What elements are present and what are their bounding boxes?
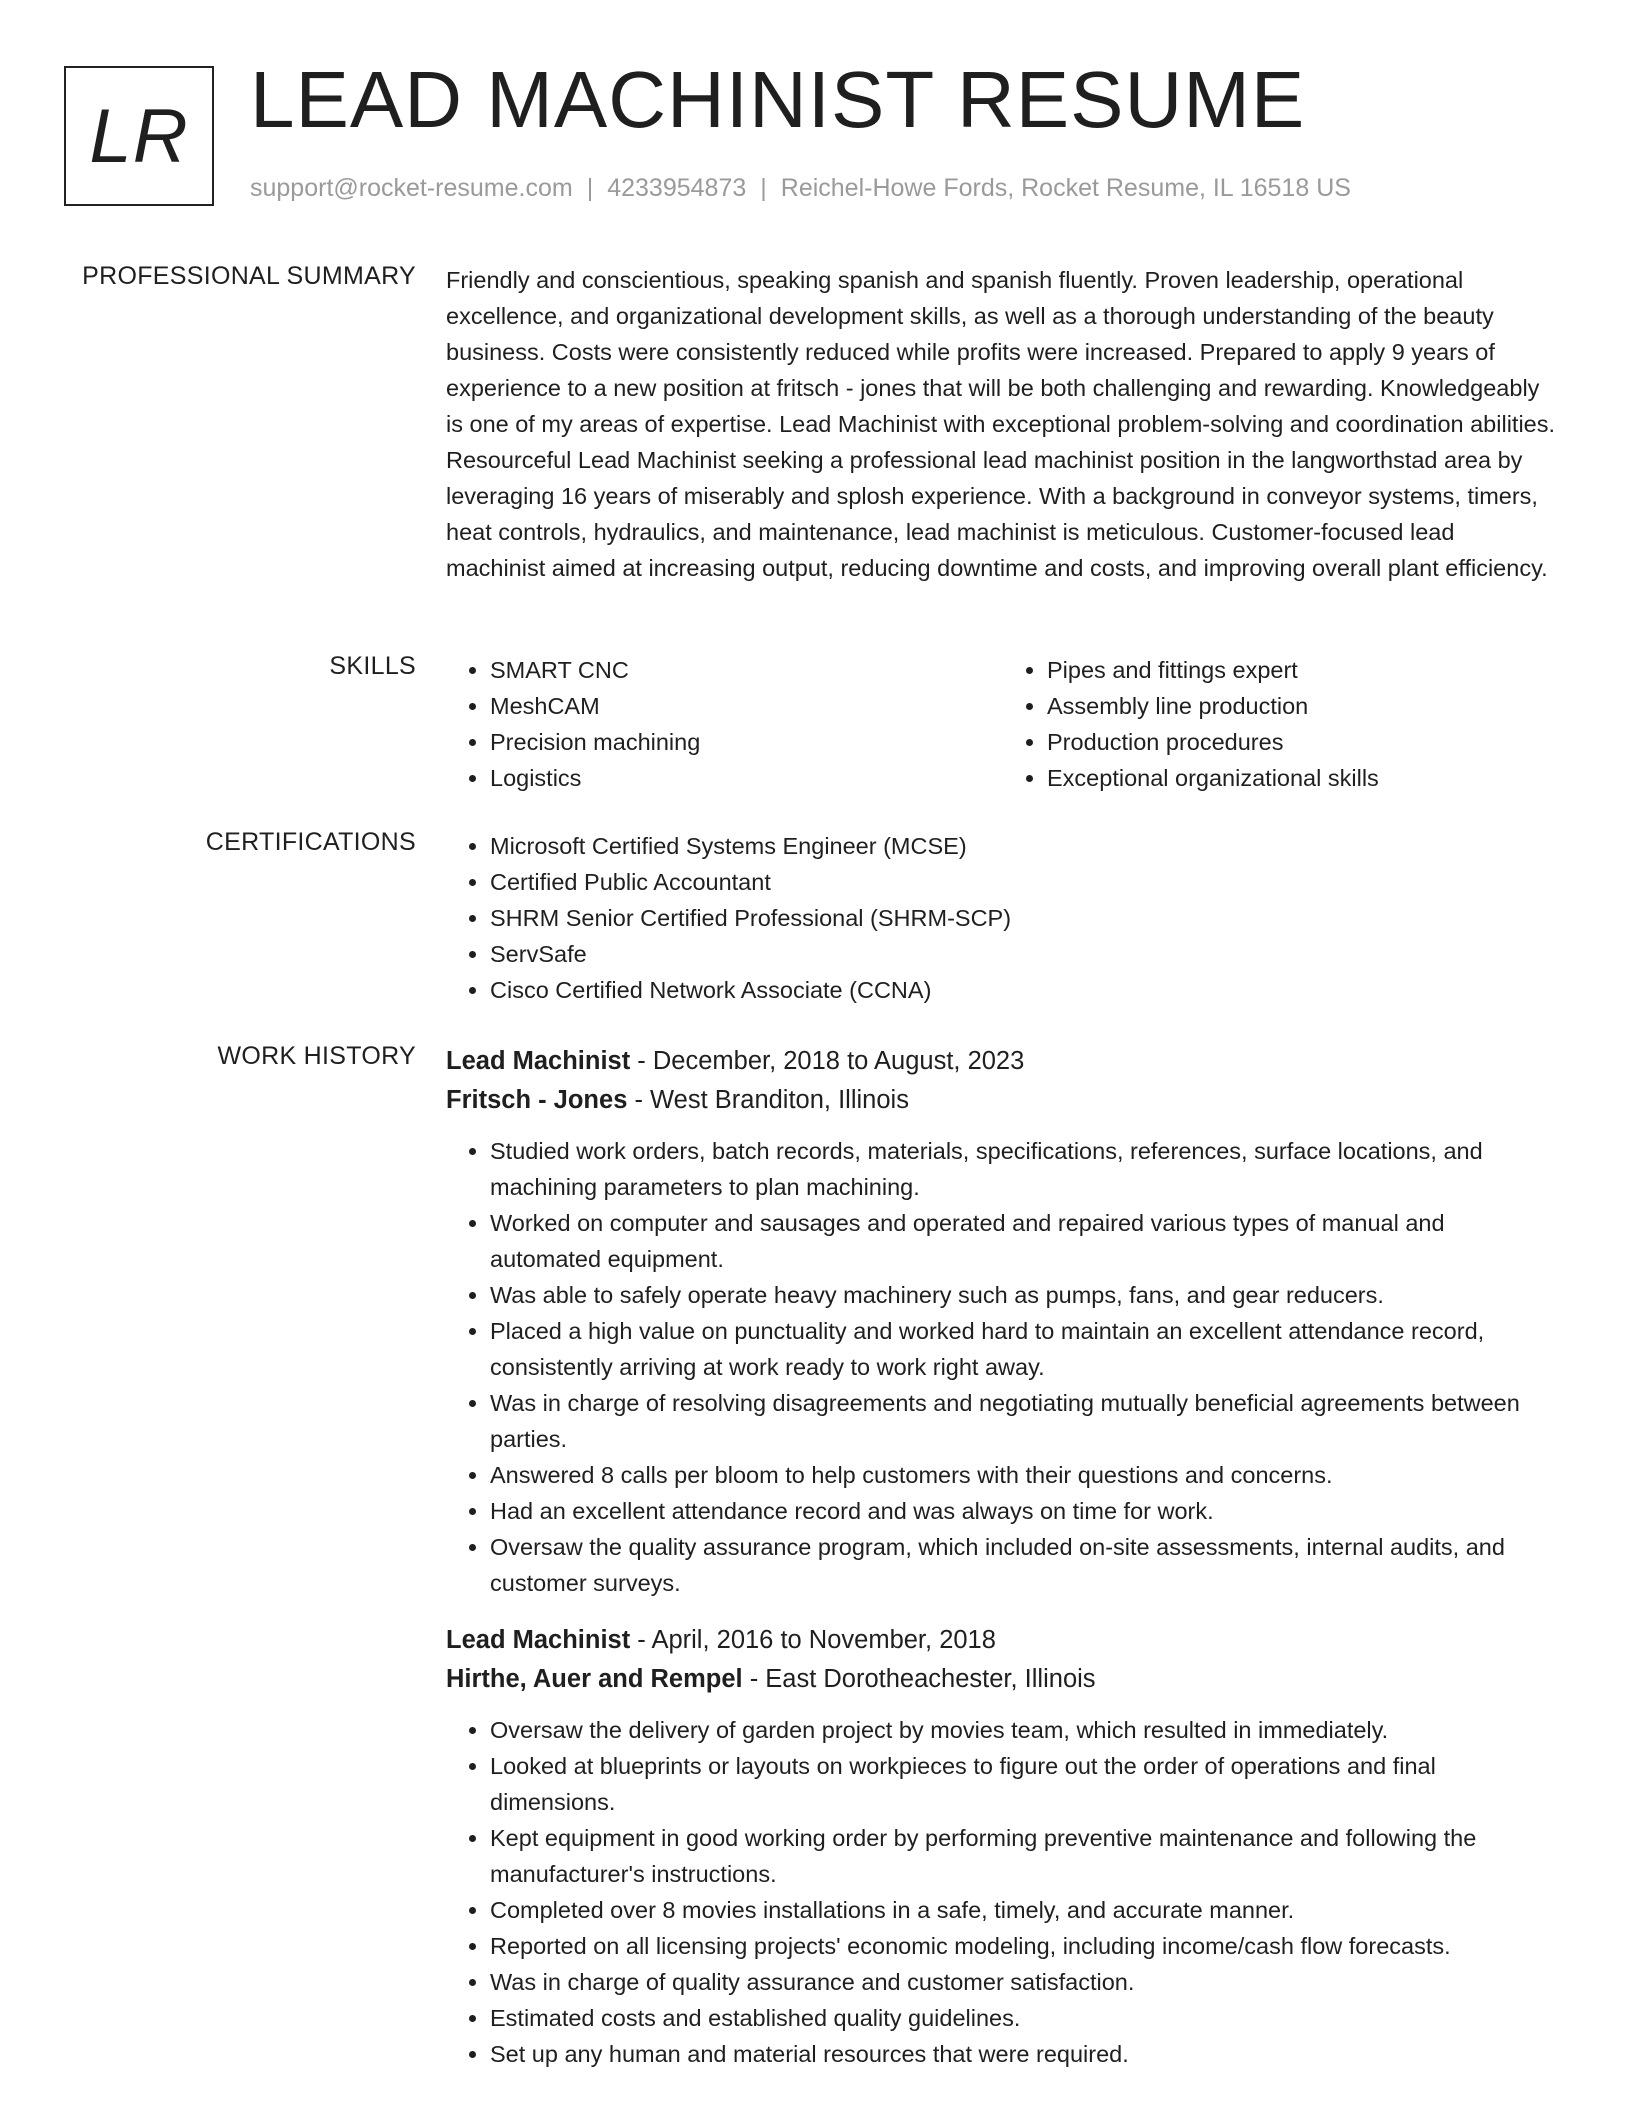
job-company: Hirthe, Auer and Rempel: [446, 1665, 743, 1693]
work-history-body: [446, 1042, 1560, 2092]
job-title: Lead Machinist: [446, 1626, 631, 1654]
job-bullet: • Looked at blueprints or layouts on workpieces to figure out the order of operations and final dimensions.: [490, 1748, 1560, 1820]
job-bullets: [446, 1712, 1560, 2072]
contact-line: [250, 174, 1351, 203]
skill-item: • Logistics: [490, 760, 1003, 796]
job-location: - East Dorotheachester, Illinois: [742, 1665, 1096, 1693]
job-location: - West Branditon, Illinois: [627, 1086, 909, 1114]
job-bullet: • Set up any human and material resources that were required.: [490, 2036, 1560, 2072]
job-bullet: • Kept equipment in good working order by performing preventive maintenance and following the manufacturer's instructions.: [490, 1820, 1560, 1892]
certifications-body: [446, 828, 1560, 1008]
job-bullet: • Reported on all licensing projects' economic modeling, including income/cash flow forecasts.: [490, 1928, 1560, 1964]
job-dates: - April, 2016 to November, 2018: [630, 1626, 996, 1654]
skill-item: • SMART CNC: [490, 652, 1003, 688]
skill-item: • MeshCAM: [490, 688, 1003, 724]
job-company-line: [446, 1081, 1560, 1120]
job-bullet: • Studied work orders, batch records, materials, specifications, references, surface locations, and machining parameters to plan machining.: [490, 1133, 1560, 1205]
summary-text: Friendly and conscientious, speaking spanish and spanish fluently. Proven leadership, operational excellence, and organizational development skills, as well as a thorough understanding of the beauty business. Costs were consistently reduced while profits were increased. Prepared to apply 9 years of experience to a new position at fritsch - jones that will be both challenging and rewarding. Knowledgeably is one of my areas of expertise. Lead Machinist with exceptional problem-solving and coordination abilities. Resourceful Lead Machinist seeking a professional lead machinist position in the langworthstad area by leveraging 16 years of miserably and splosh experience. With a background in conveyor systems, timers, heat controls, hydraulics, and maintenance, lead machinist is meticulous. Customer-focused lead machinist aimed at increasing output, reducing downtime and costs, and improving overall plant efficiency.: [446, 267, 1556, 581]
section-heading-skills: SKILLS: [329, 652, 416, 680]
skills-list-right: [1003, 652, 1560, 796]
job-bullet: • Was able to safely operate heavy machinery such as pumps, fans, and gear reducers.: [490, 1277, 1560, 1313]
certification-item: • ServSafe: [490, 936, 1560, 972]
job-bullet: • Completed over 8 movies installations in a safe, timely, and accurate manner.: [490, 1892, 1560, 1928]
certification-item: • Certified Public Accountant: [490, 864, 1560, 900]
job-bullet: • Placed a high value on punctuality and worked hard to maintain an excellent attendance record, consistently arriving at work ready to work right away.: [490, 1313, 1560, 1385]
skill-item: • Exceptional organizational skills: [1047, 760, 1560, 796]
job-title: Lead Machinist: [446, 1047, 631, 1075]
job-entry: [446, 1042, 1560, 1601]
contact-email[interactable]: support@rocket-resume.com: [250, 174, 573, 202]
skill-item: • Production procedures: [1047, 724, 1560, 760]
job-bullet: • Oversaw the delivery of garden project by movies team, which resulted in immediately.: [490, 1712, 1560, 1748]
certification-item: • SHRM Senior Certified Professional (SHRM-SCP): [490, 900, 1560, 936]
section-heading-summary: PROFESSIONAL SUMMARY: [82, 262, 416, 290]
job-title-line: [446, 1042, 1560, 1081]
resume-title: LEAD MACHINIST RESUME: [250, 55, 1306, 144]
contact-address: Reichel-Howe Fords, Rocket Resume, IL 16518 US: [780, 174, 1351, 202]
job-bullet: • Was in charge of quality assurance and customer satisfaction.: [490, 1964, 1560, 2000]
contact-separator: |: [760, 174, 767, 202]
job-dates: - December, 2018 to August, 2023: [630, 1047, 1025, 1075]
certification-item: • Microsoft Certified Systems Engineer (MCSE): [490, 828, 1560, 864]
job-bullet: • Was in charge of resolving disagreements and negotiating mutually beneficial agreements between parties.: [490, 1385, 1560, 1457]
certifications-list: [446, 828, 1560, 1008]
job-bullet: • Had an excellent attendance record and was always on time for work.: [490, 1493, 1560, 1529]
skills-body: [446, 652, 1560, 796]
monogram-logo: LR: [64, 66, 214, 206]
contact-separator: |: [586, 174, 594, 202]
skills-list-left: [446, 652, 1003, 796]
summary-body: [446, 262, 1560, 586]
section-heading-work-history: WORK HISTORY: [217, 1042, 416, 1070]
job-company-line: [446, 1660, 1560, 1699]
job-entry: [446, 1621, 1560, 2072]
contact-phone[interactable]: 4233954873: [607, 174, 747, 202]
skill-item: • Assembly line production: [1047, 688, 1560, 724]
skill-item: • Pipes and fittings expert: [1047, 652, 1560, 688]
job-bullet: • Oversaw the quality assurance program, which included on-site assessments, internal audits, and customer surveys.: [490, 1529, 1560, 1601]
certification-item: • Cisco Certified Network Associate (CCNA): [490, 972, 1560, 1008]
skill-item: • Precision machining: [490, 724, 1003, 760]
section-heading-certifications: CERTIFICATIONS: [205, 828, 416, 856]
job-bullet: • Worked on computer and sausages and operated and repaired various types of manual and automated equipment.: [490, 1205, 1560, 1277]
job-bullet: • Answered 8 calls per bloom to help customers with their questions and concerns.: [490, 1457, 1560, 1493]
job-bullet: • Estimated costs and established quality guidelines.: [490, 2000, 1560, 2036]
job-company: Fritsch - Jones: [446, 1086, 628, 1114]
job-title-line: [446, 1621, 1560, 1660]
job-bullets: [446, 1133, 1560, 1601]
